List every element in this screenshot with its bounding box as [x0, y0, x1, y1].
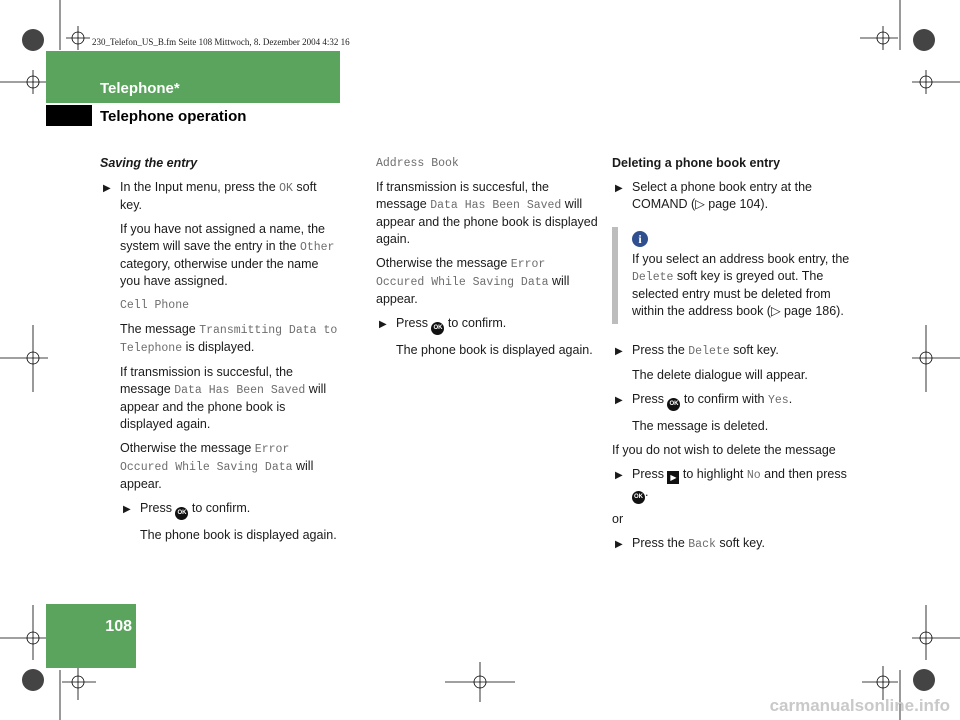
info-text: If you select an address book entry, the Delete soft key is greyed out. The selected entry must be deleted from within the address book (▷ page 186).: [632, 252, 850, 318]
para-success: If transmission is succesful, the message Data Has Been Saved will appear and the phone book is displayed again.: [120, 365, 327, 431]
info-box: [612, 227, 862, 324]
ok-button-icon: OK: [667, 398, 680, 411]
step-press-ok-confirm-2: ▶ Press OK to confirm.: [376, 315, 598, 335]
triangle-bullet-icon: ▶: [615, 539, 623, 550]
ok-button-icon: OK: [175, 507, 188, 520]
triangle-bullet-icon: ▶: [615, 183, 623, 194]
code-address-book: Address Book: [376, 157, 459, 170]
para-no-name: If you have not assigned a name, the system will save the entry in the Other category, otherwise under the name you have assigned.: [120, 222, 335, 288]
text-or: or: [612, 512, 624, 526]
triangle-bullet-icon: ▶: [615, 470, 623, 481]
column-3: [612, 155, 862, 560]
step-highlight-no: ▶ Press ▶ to highlight No and then press OK .: [612, 466, 862, 504]
para-message-deleted: The message is deleted.: [632, 419, 769, 433]
para-error-2: Otherwise the message Error Occured While Saving Data will appear.: [376, 256, 570, 306]
step-press-back: ▶ Press the Back soft key.: [615, 536, 765, 551]
para-phonebook-displayed: The phone book is displayed again.: [140, 528, 337, 542]
triangle-bullet-icon: ▶: [123, 504, 131, 515]
para-success-2: If transmission is succesful, the message Data Has Been Saved will appear and the phone book is displayed again.: [376, 180, 598, 246]
step-press-ok-softkey: ▶ In the Input menu, press the OK soft key.: [103, 180, 317, 212]
step-press-delete: ▶ Press the Delete soft key.: [615, 343, 779, 358]
subsection-marker: [46, 105, 92, 126]
subsection-title: Telephone operation: [100, 108, 247, 125]
info-icon: i: [632, 231, 648, 247]
column-1: [100, 155, 340, 551]
right-arrow-key-icon: ▶: [667, 471, 679, 484]
step-select-entry: ▶ Select a phone book entry at the COMAND (▷ page 104).: [615, 180, 812, 211]
triangle-bullet-icon: ▶: [615, 395, 623, 406]
para-error: Otherwise the message Error Occured While Saving Data will appear.: [120, 441, 314, 491]
step-confirm-yes: ▶ Press OK to confirm with Yes.: [612, 391, 862, 411]
code-cell-phone: Cell Phone: [120, 299, 190, 312]
para-transmitting: The message Transmitting Data to Telephone is displayed.: [120, 322, 338, 355]
ok-button-icon: OK: [431, 322, 444, 335]
para-delete-dialogue: The delete dialogue will appear.: [632, 368, 808, 382]
file-info: 230_Telefon_US_B.fm Seite 108 Mittwoch, 8. Dezember 2004 4:32 16: [92, 37, 350, 47]
header-band: [46, 51, 340, 103]
triangle-bullet-icon: ▶: [615, 346, 623, 357]
heading-deleting-entry: Deleting a phone book entry: [612, 156, 781, 170]
triangle-bullet-icon: ▶: [103, 183, 111, 194]
para-phonebook-displayed-2: The phone book is displayed again.: [396, 343, 593, 357]
page-number-band: [46, 604, 136, 668]
section-title: Telephone*: [100, 80, 180, 97]
column-2: [376, 155, 598, 366]
para-do-not-delete: If you do not wish to delete the message: [612, 443, 836, 457]
watermark: carmanualsonline.info: [769, 696, 950, 715]
triangle-bullet-icon: ▶: [379, 319, 387, 330]
ok-button-icon: OK: [632, 491, 645, 504]
page-number: 108: [105, 618, 132, 635]
heading-saving-entry: Saving the entry: [100, 156, 198, 170]
step-press-ok-confirm: ▶ Press OK to confirm.: [100, 500, 340, 520]
